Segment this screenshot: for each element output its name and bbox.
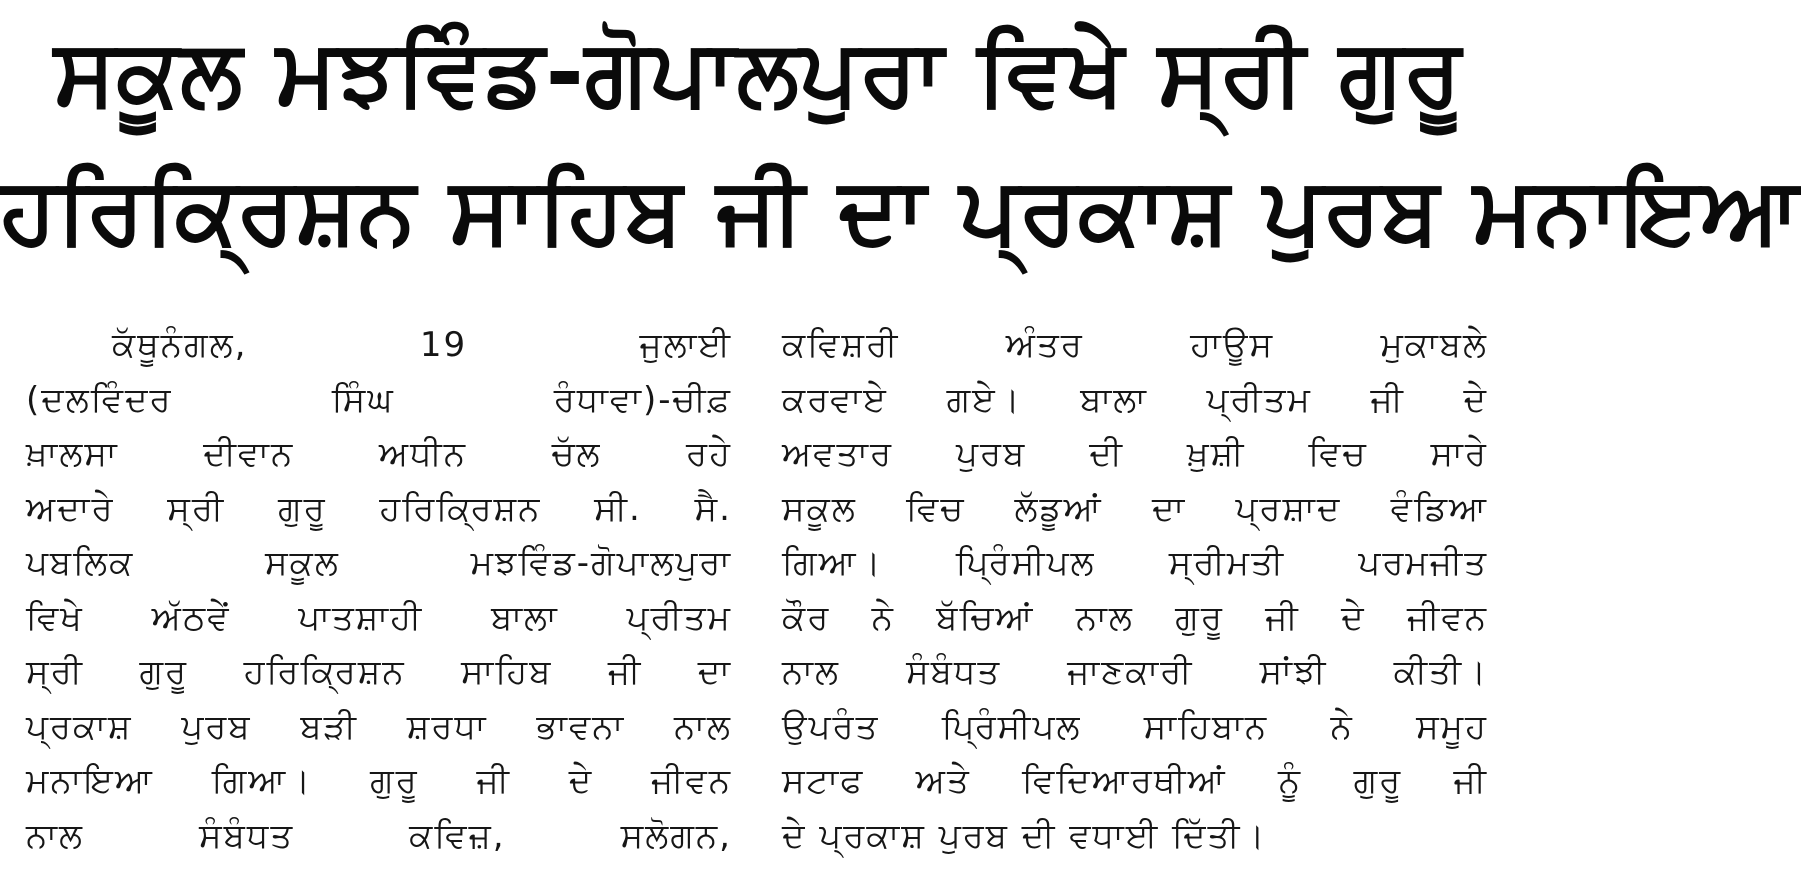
article-line: ਸਟਾਫ ਅਤੇ ਵਿਦਿਆਰਥੀਆਂ ਨੂੰ ਗੁਰੂ ਜੀ	[782, 761, 1488, 801]
article-column-left	[26, 318, 732, 863]
article-line: ਉਪਰੰਤ ਪ੍ਰਿੰਸੀਪਲ ਸਾਹਿਬਾਨ ਨੇ ਸਮੂਹ	[782, 706, 1488, 747]
article-line: ਸ੍ਰੀ ਗੁਰੂ ਹਰਿਕ੍ਰਿਸ਼ਨ ਸਾਹਿਬ ਜੀ ਦਾ	[26, 652, 732, 692]
article-line: ਮਨਾਇਆ ਗਿਆ। ਗੁਰੂ ਜੀ ਦੇ ਜੀਵਨ	[26, 761, 732, 801]
article-line: ਨਾਲ ਸੰਬੰਧਤ ਜਾਣਕਾਰੀ ਸਾਂਝੀ ਕੀਤੀ।	[782, 652, 1488, 692]
article-line: ਨਾਲ ਸੰਬੰਧਤ ਕਵਿਜ਼, ਸਲੋਗਨ,	[26, 815, 732, 856]
article-line: ਅਵਤਾਰ ਪੁਰਬ ਦੀ ਖ਼ੁਸ਼ੀ ਵਿਚ ਸਾਰੇ	[782, 434, 1488, 474]
article-line: ਦੇ ਪ੍ਰਕਾਸ਼ ਪੁਰਬ ਦੀ ਵਧਾਈ ਦਿੱਤੀ।	[782, 815, 1267, 856]
article-line: ਖ਼ਾਲਸਾ ਦੀਵਾਨ ਅਧੀਨ ਚੱਲ ਰਹੇ	[26, 434, 732, 474]
article-line: ਪਬਲਿਕ ਸਕੂਲ ਮਝਵਿੰਡ-ਗੋਪਾਲਪੁਰਾ	[26, 543, 732, 583]
article-line: ਪ੍ਰਕਾਸ਼ ਪੁਰਬ ਬੜੀ ਸ਼ਰਧਾ ਭਾਵਨਾ ਨਾਲ	[26, 706, 732, 747]
headline	[0, 4, 1801, 280]
article-line: ਸਕੂਲ ਵਿਚ ਲੱਡੂਆਂ ਦਾ ਪ੍ਰਸ਼ਾਦ ਵੰਡਿਆ	[782, 488, 1488, 529]
article-line: ਅਦਾਰੇ ਸ੍ਰੀ ਗੁਰੂ ਹਰਿਕ੍ਰਿਸ਼ਨ ਸੀ. ਸੈ.	[26, 488, 732, 529]
article-line: (ਦਲਵਿੰਦਰ ਸਿੰਘ ਰੰਧਾਵਾ)-ਚੀਫ਼	[26, 379, 732, 420]
article-line: ਗਿਆ। ਪ੍ਰਿੰਸੀਪਲ ਸ੍ਰੀਮਤੀ ਪਰਮਜੀਤ	[782, 543, 1488, 583]
article-line: ਕਰਵਾਏ ਗਏ। ਬਾਲਾ ਪ੍ਰੀਤਮ ਜੀ ਦੇ	[782, 379, 1488, 420]
article-line: ਵਿਖੇ ਅੱਠਵੇਂ ਪਾਤਸ਼ਾਹੀ ਬਾਲਾ ਪ੍ਰੀਤਮ	[26, 597, 732, 638]
headline-line-2: ਹਰਿਕ੍ਰਿਸ਼ਨ ਸਾਹਿਬ ਜੀ ਦਾ ਪ੍ਰਕਾਸ਼ ਪੁਰਬ ਮਨਾਇਆ	[0, 157, 1801, 264]
article-line: ਕੌਰ ਨੇ ਬੱਚਿਆਂ ਨਾਲ ਗੁਰੂ ਜੀ ਦੇ ਜੀਵਨ	[782, 597, 1488, 638]
article-line: ਕੱਥੂਨੰਗਲ, 19 ਜੁਲਾਈ	[112, 325, 732, 365]
article-column-right	[782, 318, 1488, 863]
article-line: ਕਵਿਸ਼ਰੀ ਅੰਤਰ ਹਾਊਸ ਮੁਕਾਬਲੇ	[782, 325, 1488, 365]
headline-line-1: ਸਕੂਲ ਮਝਵਿੰਡ-ਗੋਪਾਲਪੁਰਾ ਵਿਖੇ ਸ੍ਰੀ ਗੁਰੂ	[53, 19, 1463, 126]
